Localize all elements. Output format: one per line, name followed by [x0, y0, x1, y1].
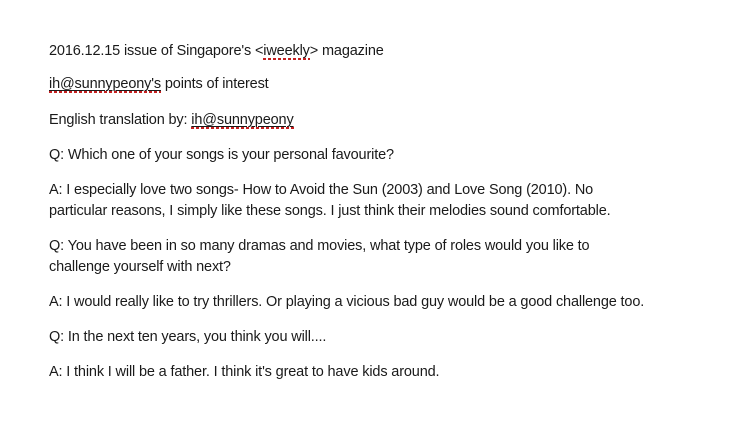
answer-1-line-1: A: I especially love two songs- How to Avoid the Sun (2003) and Love Song (2010). No — [49, 182, 594, 198]
question-1-line: Q: Which one of your songs is your personal favourite? — [49, 147, 394, 163]
answer-1 — [49, 180, 717, 222]
answer-3-line: A: I think I will be a father. I think it's great to have kids around. — [49, 364, 440, 380]
document-page — [49, 41, 717, 383]
question-3-line: Q: In the next ten years, you think you will.... — [49, 329, 327, 345]
answer-2 — [49, 292, 717, 313]
byline-points-of-interest — [49, 74, 717, 95]
translator-handle: ih@sunnypeony — [191, 112, 294, 128]
question-3 — [49, 327, 717, 348]
headline-issue — [49, 41, 717, 62]
magazine-name-misspelled-word: iweekly — [263, 43, 310, 59]
question-2-line-2: challenge yourself with next? — [49, 259, 231, 275]
answer-3 — [49, 362, 717, 383]
question-2 — [49, 236, 717, 278]
answer-2-line: A: I would really like to try thrillers. Or playing a vicious bad guy would be a good challenge too. — [49, 294, 645, 310]
headline-issue-tail: > magazine — [309, 43, 384, 59]
question-2-line-1: Q: You have been in so many dramas and movies, what type of roles would you like to — [49, 238, 590, 254]
byline-points-tail: points of interest — [160, 76, 269, 92]
headline-issue-text: 2016.12.15 issue of Singapore's < — [49, 43, 264, 59]
byline-translation-credit — [49, 110, 717, 131]
question-1 — [49, 145, 717, 166]
translation-credit-label: English translation by: — [49, 112, 192, 128]
translator-handle: ih@sunnypeony's — [49, 76, 161, 92]
answer-1-line-2: particular reasons, I simply like these songs. I just think their melodies sound comfortable. — [49, 203, 611, 219]
